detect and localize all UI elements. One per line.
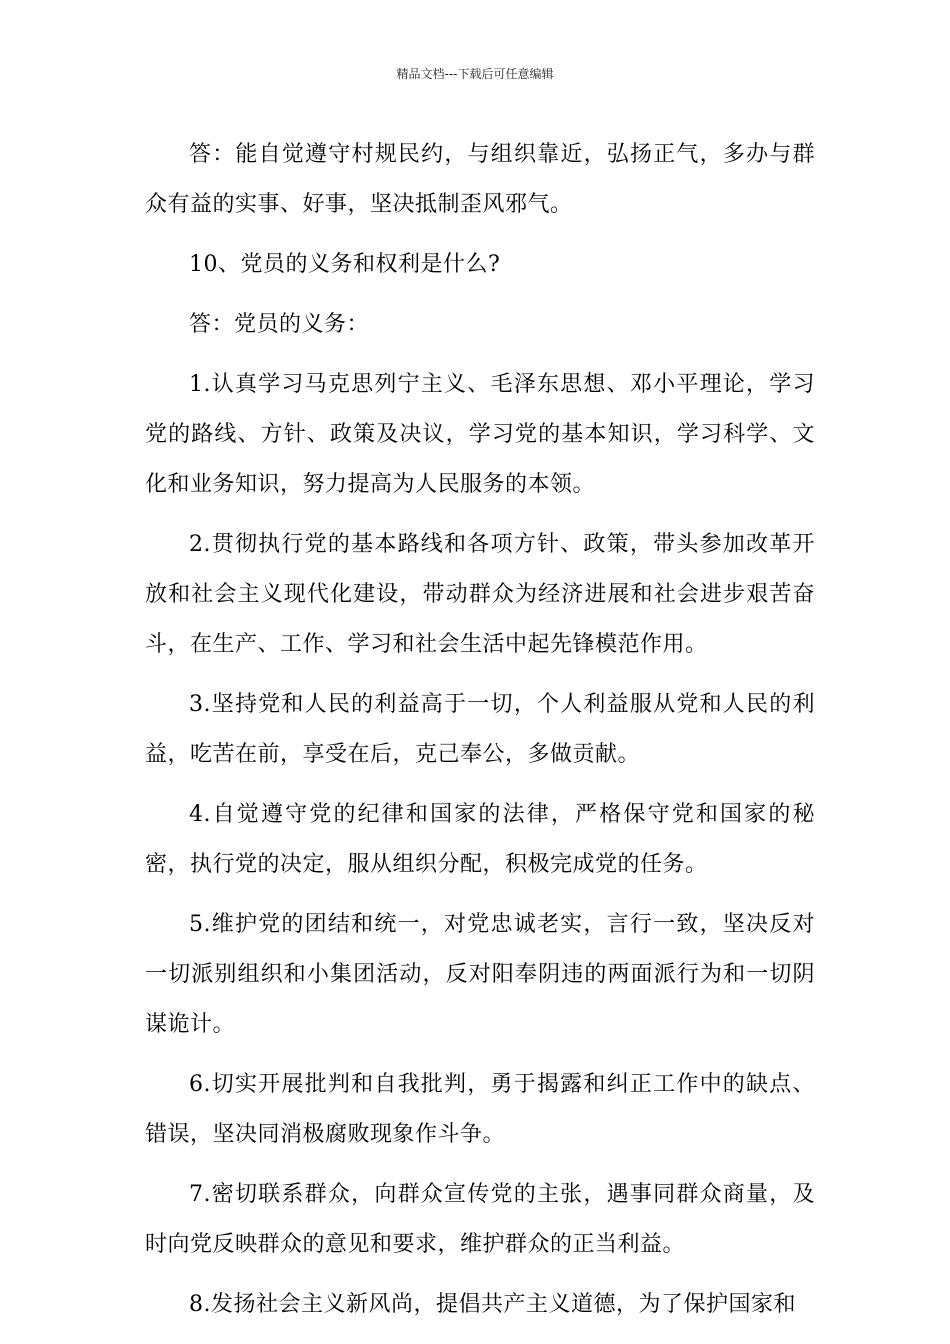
page-header: 精品文档---下载后可任意编辑: [396, 67, 554, 81]
duty-item-2: 2.贯彻执行党的基本路线和各项方针、政策，带头参加改革开放和社会主义现代化建设，带动群众为经济进展和社会进步艰苦奋斗，在生产、工作、学习和社会生活中起先锋模范作用。: [145, 532, 815, 657]
question-10-heading: 10、党员的义务和权利是什么?: [189, 252, 501, 277]
duty-item-4: 4.自觉遵守党的纪律和国家的法律，严格保守党和国家的秘密，执行党的决定，服从组织分配，积极完成党的任务。: [145, 802, 815, 877]
paragraph-answer-9: 答：能自觉遵守村规民约，与组织靠近，弘扬正气，多办与群众有益的实事、好事，坚决抵制歪风邪气。: [145, 142, 815, 217]
duty-item-3: 3.坚持党和人民的利益高于一切，个人利益服从党和人民的利益，吃苦在前，享受在后，克己奉公，多做贡献。: [145, 692, 815, 767]
paragraph-answer-intro: 答：党员的义务：: [189, 312, 370, 337]
document-body: [145, 130, 815, 1340]
duty-item-7: 7.密切联系群众，向群众宣传党的主张，遇事同群众商量，及时向党反映群众的意见和要求，维护群众的正当利益。: [145, 1182, 815, 1257]
duty-item-1: 1.认真学习马克思列宁主义、毛泽东思想、邓小平理论，学习党的路线、方针、政策及决议，学习党的基本知识，学习科学、文化和业务知识，努力提高为人民服务的本领。: [145, 372, 815, 497]
duty-item-6: 6.切实开展批判和自我批判，勇于揭露和纠正工作中的缺点、错误，坚决同消极腐败现象作斗争。: [145, 1072, 815, 1147]
duty-item-5: 5.维护党的团结和统一，对党忠诚老实，言行一致，坚决反对一切派别组织和小集团活动，反对阳奉阴违的两面派行为和一切阴谋诡计。: [145, 912, 815, 1037]
duty-item-8: 8.发扬社会主义新风尚，提倡共产主义道德，为了保护国家和: [189, 1292, 796, 1317]
